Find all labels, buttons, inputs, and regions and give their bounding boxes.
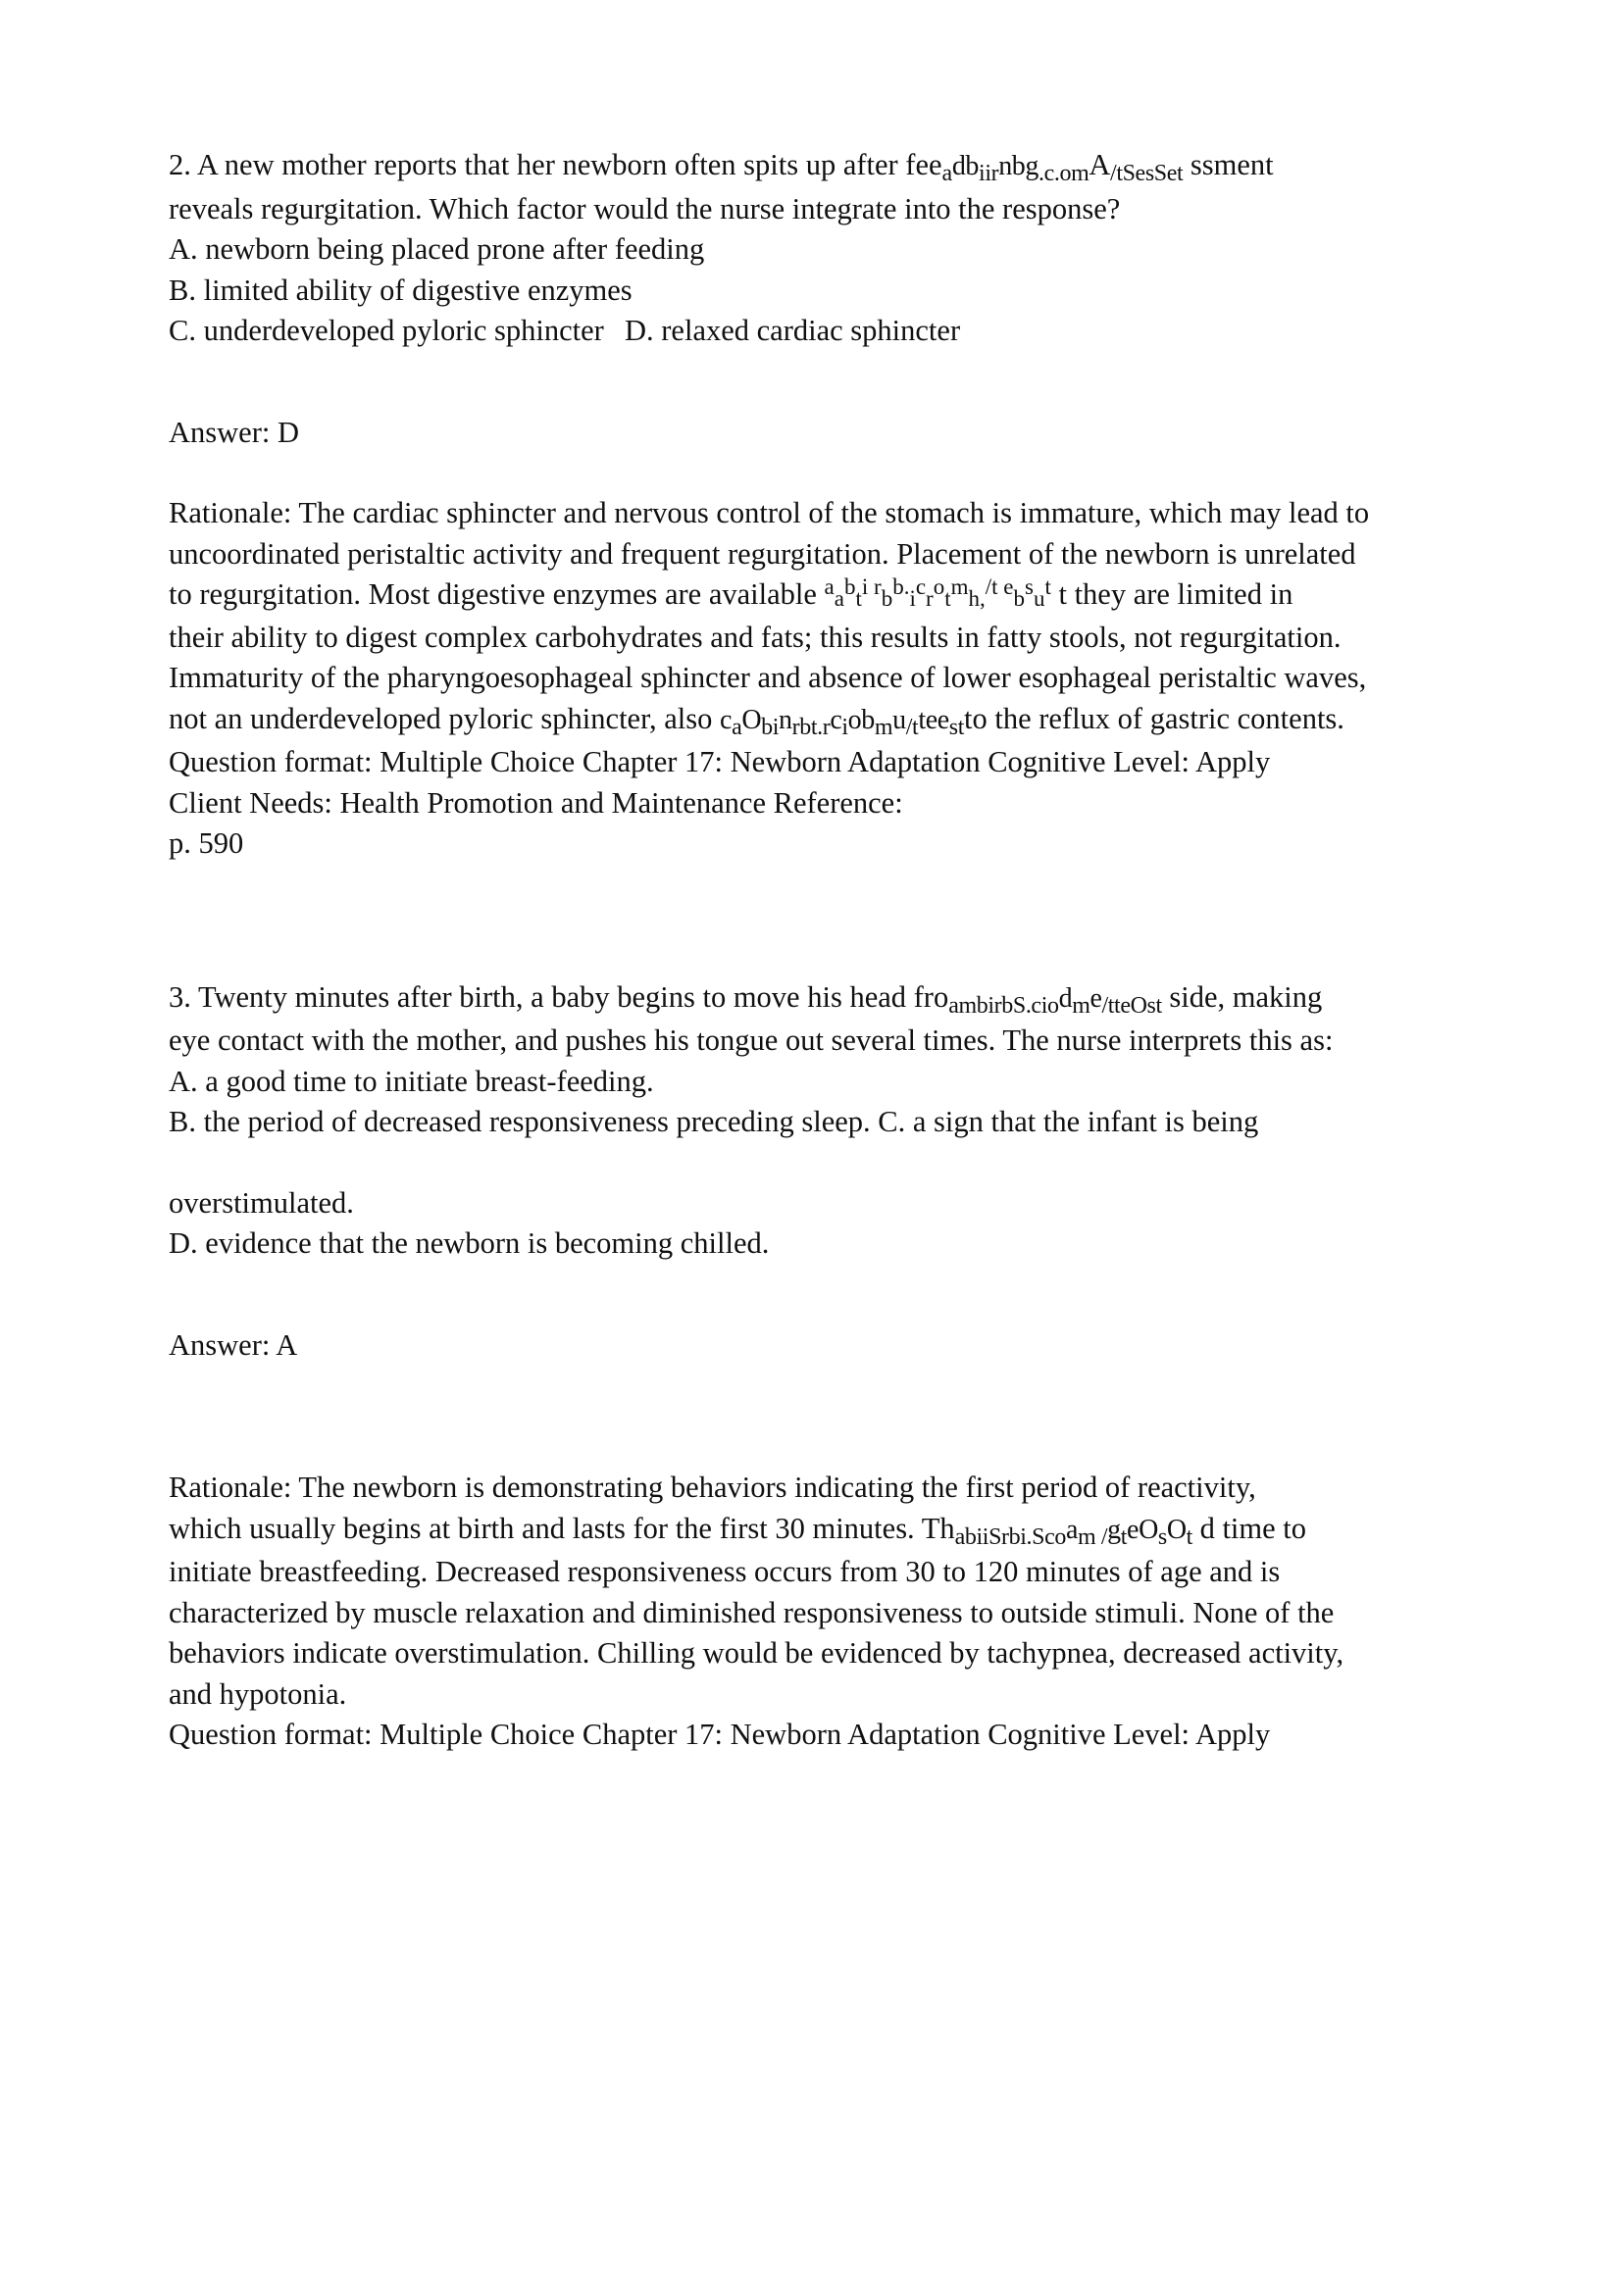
ocr-artifact-q3-rationale: abiiSrbi.Scoam /gteOsOt (954, 1514, 1192, 1550)
question-2-rationale-line-1: Rationale: The cardiac sphincter and nervous control of the stomach is immature, which may lead to (169, 496, 1370, 529)
question-3-option-b[interactable]: B. the period of decreased responsiveness preceding sleep. C. a sign that the infant is being (169, 1105, 1259, 1138)
question-2-rationale-line-2: uncoordinated peristaltic activity and frequent regurgitation. Placement of the newborn is unrelated (169, 536, 1356, 571)
question-2-rationale-line-6-b: to the reflux of gastric contents. (964, 701, 1344, 735)
question-2-rationale-line-4: their ability to digest complex carbohydrates and fats; this results in fatty stools, not regurgitation. (169, 620, 1342, 654)
question-3-stem-line2: eye contact with the mother, and pushes his tongue out several times. The nurse interprets this as: (169, 1023, 1334, 1057)
question-3-stem-text-a: 3. Twenty minutes after birth, a baby begins to move his head fro (169, 979, 949, 1014)
question-2-rationale-line-6 (169, 699, 1453, 743)
question-2-option-a[interactable]: A. newborn being placed prone after feeding (169, 232, 705, 266)
spacer (169, 1265, 1453, 1325)
question-3-meta-format: Question format: Multiple Choice Chapter 17: Newborn Adaptation Cognitive Level: Apply (169, 1718, 1271, 1751)
ocr-artifact-q2-stem: adbiirnbg.c.omA/tSesSet (941, 148, 1184, 186)
question-2-option-c[interactable]: C. underdeveloped pyloric sphincter (169, 314, 604, 347)
question-3-rationale-line-6: and hypotonia. (169, 1676, 347, 1711)
question-3-option-a[interactable]: A. a good time to initiate breast-feeding. (169, 1064, 654, 1098)
question-3-rationale-line-4: characterized by muscle relaxation and diminished responsiveness to outside stimuli. None of the (169, 1595, 1335, 1629)
question-2-stem-line2: reveals regurgitation. Which factor would the nurse integrate into the response? (169, 191, 1121, 225)
question-2-rationale-line-3-a: to regurgitation. Most digestive enzymes are available (169, 577, 825, 611)
question-3-option-d[interactable]: D. evidence that the newborn is becoming chilled. (169, 1226, 770, 1260)
question-2-rationale-line-5: Immaturity of the pharyngoesophageal sphincter and absence of lower esophageal peristaltic waves, (169, 661, 1367, 694)
question-3-block (169, 977, 1453, 1756)
spacer (169, 453, 1453, 493)
question-3-rationale-line-3: initiate breastfeeding. Decreased responsiveness occurs from 30 to 120 minutes of age and is (169, 1555, 1281, 1588)
question-3-rationale-line-2 (169, 1509, 1453, 1553)
question-2-answer: Answer: D (169, 415, 299, 449)
question-3-answer: Answer: A (169, 1327, 298, 1362)
question-3-stem (169, 977, 1453, 1022)
question-3-option-b-continued: overstimulated. (169, 1185, 354, 1220)
question-3-rationale-line-5: behaviors indicate overstimulation. Chilling would be evidenced by tachypnea, decreased activity, (169, 1636, 1344, 1670)
question-2-options-cd-row (169, 311, 1453, 352)
spacer (169, 1366, 1453, 1468)
spacer (169, 352, 1453, 413)
ocr-artifact-q2-contributes: caObinrbt.rciobmu/tteest (720, 704, 964, 740)
ocr-artifact-q2-enzymes: $^aa^bt^i$ $^rb^{b.}i^cr^ot^mh,^{/t}$ $^eb^su^t$ (824, 574, 1051, 611)
spacer-between-questions (169, 865, 1453, 977)
page-content (169, 145, 1453, 1756)
question-2-rationale-line-3-b: t they are limited in (1050, 577, 1293, 611)
question-2-stem-text-a: 2. A new mother reports that her newborn often spits up after fee (169, 148, 942, 181)
question-2-option-d[interactable]: D. relaxed cardiac sphincter (625, 314, 961, 347)
question-3-stem-text-b: side, making (1161, 979, 1323, 1014)
spacer (169, 1143, 1453, 1183)
question-2-rationale-line-3 (169, 574, 1453, 618)
question-3-rationale-line-2-b: d time to (1191, 1511, 1307, 1545)
question-2-meta-format: Question format: Multiple Choice Chapter 17: Newborn Adaptation Cognitive Level: Apply (169, 745, 1271, 778)
question-2-option-b[interactable]: B. limited ability of digestive enzymes (169, 273, 633, 307)
question-2-stem (169, 145, 1453, 189)
ocr-artifact-q3-stem: ambirbS.ciodme/tteOst (948, 982, 1162, 1019)
question-2-rationale-line-6-a: not an underdeveloped pyloric sphincter, also (169, 701, 721, 735)
question-2-block (169, 145, 1453, 865)
question-3-rationale-line-2-a: which usually begins at birth and lasts for the first 30 minutes. Th (169, 1511, 955, 1545)
question-2-stem-text-b: ssment (1183, 148, 1274, 181)
question-2-meta-client-needs: Client Needs: Health Promotion and Maintenance Reference: (169, 785, 903, 820)
question-2-meta-page: p. 590 (169, 826, 244, 860)
question-3-rationale-line-1: Rationale: The newborn is demonstrating behaviors indicating the first period of reactivity, (169, 1471, 1256, 1504)
